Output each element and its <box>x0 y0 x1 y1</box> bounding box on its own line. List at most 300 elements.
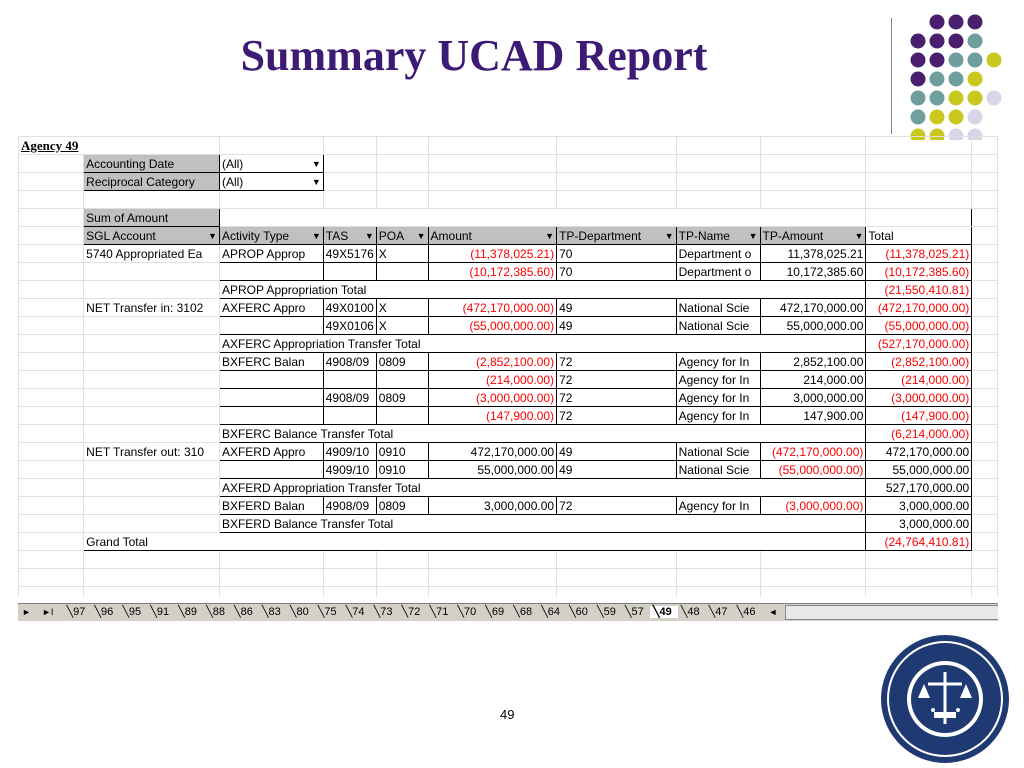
column-header-total: Total <box>866 227 972 245</box>
poa-cell <box>376 371 428 389</box>
column-header-tp-amount[interactable]: TP-Amount ▼ <box>760 227 866 245</box>
tab-scroll-end-icon[interactable]: ►I <box>41 607 54 617</box>
table-cell <box>972 299 998 317</box>
dropdown-arrow-icon[interactable]: ▼ <box>311 158 321 169</box>
total-cell: (55,000,000.00) <box>866 317 972 335</box>
dropdown-arrow-icon[interactable]: ▼ <box>311 176 321 187</box>
column-header-activity-type[interactable]: Activity Type ▼ <box>219 227 323 245</box>
table-row <box>19 155 998 173</box>
table-cell <box>760 551 866 569</box>
tp-department-cell: 72 <box>557 407 677 425</box>
tp-department-cell: 49 <box>557 443 677 461</box>
page-number: 49 <box>500 707 515 722</box>
sheet-tab-96[interactable]: ╲96 <box>94 606 117 618</box>
table-row <box>19 389 998 407</box>
column-header-tp-name[interactable]: TP-Name ▼ <box>676 227 760 245</box>
table-cell <box>19 407 84 425</box>
tp-name-cell: National Scie <box>676 299 760 317</box>
table-cell <box>323 569 376 587</box>
poa-cell: X <box>376 317 428 335</box>
spreadsheet-pivot-table <box>18 136 998 596</box>
table-cell <box>428 155 557 173</box>
tp-name-cell: Agency for In <box>676 353 760 371</box>
decorative-dot <box>987 91 1002 106</box>
subtotal-label: AXFERD Appropriation Transfer Total <box>219 479 865 497</box>
table-cell <box>972 155 998 173</box>
activity-type-cell <box>219 317 323 335</box>
activity-type-cell <box>219 461 323 479</box>
table-cell <box>323 551 376 569</box>
decorative-dot <box>949 53 964 68</box>
sheet-tab-89[interactable]: ╲89 <box>178 606 201 618</box>
table-row <box>19 479 998 497</box>
table-cell <box>972 551 998 569</box>
tp-department-cell: 49 <box>557 461 677 479</box>
table-cell <box>760 191 866 209</box>
sheet-tab-60[interactable]: ╲60 <box>569 606 591 618</box>
table-cell <box>19 317 84 335</box>
table-row <box>19 371 998 389</box>
table-cell <box>376 551 428 569</box>
table-cell <box>219 209 865 227</box>
total-cell: (472,170,000.00) <box>866 299 972 317</box>
table-cell <box>428 569 557 587</box>
table-row <box>19 461 998 479</box>
sheet-tab-49[interactable]: ╲49 <box>650 606 678 618</box>
table-cell <box>972 425 998 443</box>
table-cell <box>676 173 760 191</box>
table-cell <box>972 173 998 191</box>
table-cell <box>760 155 866 173</box>
sheet-tab-83[interactable]: ╲83 <box>261 606 284 618</box>
tab-scroll-last-icon[interactable]: ► <box>22 607 31 617</box>
sheet-tab-97[interactable]: ╲97 <box>66 606 89 618</box>
table-row <box>19 245 998 263</box>
table-cell <box>972 443 998 461</box>
table-cell <box>19 479 84 497</box>
pivot-grid <box>18 136 998 596</box>
subtotal-value: (6,214,000.00) <box>866 425 972 443</box>
tp-name-cell: Agency for In <box>676 407 760 425</box>
poa-cell: X <box>376 245 428 263</box>
decorative-dot <box>949 15 964 30</box>
tp-name-cell: Agency for In <box>676 371 760 389</box>
decorative-dot <box>968 91 983 106</box>
grand-total-value: (24,764,410.81) <box>866 533 972 551</box>
total-cell: (11,378,025.21) <box>866 245 972 263</box>
table-cell <box>972 533 998 551</box>
decorative-dot <box>987 53 1002 68</box>
amount-cell: 55,000,000.00 <box>428 461 557 479</box>
decorative-dot <box>949 72 964 87</box>
tp-amount-cell: 3,000,000.00 <box>760 389 866 407</box>
table-cell <box>376 155 428 173</box>
decorative-dot <box>911 91 926 106</box>
table-cell <box>19 353 84 371</box>
decorative-dot <box>968 110 983 125</box>
table-cell <box>19 173 84 191</box>
table-cell <box>19 209 84 227</box>
table-row <box>19 407 998 425</box>
table-row <box>19 227 998 245</box>
dropdown-arrow-icon[interactable]: ▼ <box>545 230 555 241</box>
activity-type-cell <box>219 407 323 425</box>
subtotal-value: (21,550,410.81) <box>866 281 972 299</box>
table-cell <box>972 497 998 515</box>
sgl-account-cell <box>84 515 220 533</box>
poa-cell: 0910 <box>376 461 428 479</box>
table-cell <box>866 137 972 155</box>
table-cell <box>866 209 972 227</box>
table-cell <box>557 137 677 155</box>
table-row <box>19 425 998 443</box>
filter-field-label: Accounting Date <box>84 155 220 173</box>
table-row <box>19 353 998 371</box>
tp-amount-cell: 55,000,000.00 <box>760 317 866 335</box>
filter-value-select[interactable]: (All) ▼ <box>219 155 323 173</box>
table-cell <box>428 173 557 191</box>
table-row <box>19 443 998 461</box>
table-cell <box>972 569 998 587</box>
sgl-account-cell <box>84 407 220 425</box>
sgl-account-cell <box>84 461 220 479</box>
decorative-dot <box>930 53 945 68</box>
tas-cell: 4908/09 <box>323 497 376 515</box>
table-row <box>19 281 998 299</box>
tp-amount-cell: 2,852,100.00 <box>760 353 866 371</box>
table-cell <box>557 551 677 569</box>
dropdown-arrow-icon[interactable]: ▼ <box>854 230 864 241</box>
filter-value-select[interactable]: (All) ▼ <box>219 173 323 191</box>
amount-cell: (472,170,000.00) <box>428 299 557 317</box>
tp-amount-cell: 11,378,025.21 <box>760 245 866 263</box>
table-cell <box>972 479 998 497</box>
column-header-poa[interactable]: POA ▼ <box>376 227 428 245</box>
table-cell <box>972 191 998 209</box>
table-cell <box>376 191 428 209</box>
poa-cell: 0809 <box>376 389 428 407</box>
table-cell <box>323 587 376 597</box>
table-cell <box>219 587 323 597</box>
data-field-label: Sum of Amount <box>84 209 220 227</box>
decorative-dot <box>911 110 926 125</box>
tp-department-cell: 72 <box>557 371 677 389</box>
table-cell <box>219 569 323 587</box>
dropdown-arrow-icon[interactable]: ▼ <box>311 230 321 241</box>
tp-amount-cell: 472,170,000.00 <box>760 299 866 317</box>
sgl-account-cell <box>84 425 220 443</box>
grand-total-label: Grand Total <box>84 533 866 551</box>
sheet-tab-91[interactable]: ╲91 <box>150 606 173 618</box>
table-cell <box>972 371 998 389</box>
table-row <box>19 317 998 335</box>
table-row <box>19 263 998 281</box>
horizontal-scrollbar[interactable] <box>785 605 999 620</box>
table-cell <box>376 569 428 587</box>
table-cell <box>323 155 376 173</box>
table-cell <box>557 587 677 597</box>
table-cell <box>866 155 972 173</box>
sheet-tab-69[interactable]: ╲69 <box>485 606 508 618</box>
poa-cell <box>376 407 428 425</box>
table-cell <box>972 353 998 371</box>
subtotal-value: 527,170,000.00 <box>866 479 972 497</box>
sheet-tab-75[interactable]: ╲75 <box>317 606 340 618</box>
table-cell <box>972 515 998 533</box>
sgl-account-cell <box>84 389 220 407</box>
table-cell <box>760 137 866 155</box>
table-cell <box>19 515 84 533</box>
table-cell <box>676 137 760 155</box>
activity-type-cell <box>219 389 323 407</box>
table-cell <box>19 389 84 407</box>
poa-cell <box>376 263 428 281</box>
tas-cell: 49X5176 <box>323 245 376 263</box>
treasury-fms-seal-logo <box>878 632 1012 766</box>
dropdown-arrow-icon[interactable]: ▼ <box>664 230 674 241</box>
total-cell: 55,000,000.00 <box>866 461 972 479</box>
amount-cell: (10,172,385.60) <box>428 263 557 281</box>
total-cell: 472,170,000.00 <box>866 443 972 461</box>
table-cell <box>84 551 220 569</box>
sheet-tab-73[interactable]: ╲73 <box>373 606 396 618</box>
tas-cell: 4909/10 <box>323 461 376 479</box>
table-cell <box>19 299 84 317</box>
sheet-tab-86[interactable]: ╲86 <box>234 606 256 618</box>
dropdown-arrow-icon[interactable]: ▼ <box>416 230 426 241</box>
table-cell <box>19 443 84 461</box>
tas-cell: 4909/10 <box>323 443 376 461</box>
decorative-dot <box>930 110 945 125</box>
table-row <box>19 299 998 317</box>
tp-name-cell: Agency for In <box>676 497 760 515</box>
sgl-account-cell <box>84 371 220 389</box>
sgl-account-cell: NET Transfer out: 310 <box>84 443 220 461</box>
tp-department-cell: 72 <box>557 389 677 407</box>
decorative-dot <box>930 91 945 106</box>
tp-name-cell: National Scie <box>676 317 760 335</box>
poa-cell: 0809 <box>376 353 428 371</box>
table-cell <box>972 227 998 245</box>
sheet-tab-70[interactable]: ╲70 <box>457 606 480 618</box>
table-cell <box>557 191 677 209</box>
sgl-account-cell: 5740 Appropriated Ea <box>84 245 220 263</box>
sheet-tab-74[interactable]: ╲74 <box>345 606 368 618</box>
table-cell <box>19 461 84 479</box>
decorative-dot <box>968 53 983 68</box>
divider-line <box>891 18 892 134</box>
sheet-tab-71[interactable]: ╲71 <box>429 606 452 618</box>
slide-title: Summary UCAD Report <box>240 31 708 80</box>
table-cell <box>19 227 84 245</box>
dropdown-arrow-icon[interactable]: ▼ <box>208 230 217 241</box>
sheet-tab-46[interactable]: ╲46 <box>736 606 759 618</box>
table-cell <box>84 569 220 587</box>
table-row <box>19 191 998 209</box>
activity-type-cell <box>219 263 323 281</box>
table-cell <box>323 137 376 155</box>
decorative-dot <box>930 15 945 30</box>
table-cell <box>19 371 84 389</box>
table-cell <box>972 209 998 227</box>
table-row <box>19 569 998 587</box>
table-cell <box>376 587 428 597</box>
table-cell <box>866 569 972 587</box>
table-cell <box>972 335 998 353</box>
amount-cell: (11,378,025.21) <box>428 245 557 263</box>
sheet-tab-64[interactable]: ╲64 <box>541 606 564 618</box>
table-cell <box>19 335 84 353</box>
tp-name-cell: Agency for In <box>676 389 760 407</box>
tas-cell: 4908/09 <box>323 389 376 407</box>
sheet-tab-68[interactable]: ╲68 <box>513 606 536 618</box>
tp-department-cell: 70 <box>557 263 677 281</box>
amount-cell: (2,852,100.00) <box>428 353 557 371</box>
sheet-tab-80[interactable]: ╲80 <box>289 606 312 618</box>
decorative-dot <box>911 72 926 87</box>
table-cell <box>376 173 428 191</box>
table-cell <box>557 569 677 587</box>
agency-label: Agency 49 <box>19 137 220 155</box>
filter-field-label: Reciprocal Category <box>84 173 220 191</box>
tas-cell <box>323 407 376 425</box>
amount-cell: 3,000,000.00 <box>428 497 557 515</box>
sgl-account-cell <box>84 263 220 281</box>
table-cell <box>866 191 972 209</box>
table-cell <box>760 587 866 597</box>
decorative-dot <box>949 34 964 49</box>
table-cell <box>557 173 677 191</box>
tp-department-cell: 70 <box>557 245 677 263</box>
table-cell <box>676 191 760 209</box>
table-row <box>19 335 998 353</box>
dropdown-arrow-icon[interactable]: ▼ <box>364 230 374 241</box>
tp-amount-cell: (3,000,000.00) <box>760 497 866 515</box>
subtotal-value: 3,000,000.00 <box>866 515 972 533</box>
tas-cell: 4908/09 <box>323 353 376 371</box>
sheet-tab-48[interactable]: ╲48 <box>680 606 703 618</box>
amount-cell: (3,000,000.00) <box>428 389 557 407</box>
decorative-dot <box>930 34 945 49</box>
table-cell <box>19 533 84 551</box>
table-cell <box>972 587 998 597</box>
sheet-tab-57[interactable]: ╲57 <box>624 606 647 618</box>
total-cell: (214,000.00) <box>866 371 972 389</box>
table-cell <box>19 281 84 299</box>
poa-cell: 0809 <box>376 497 428 515</box>
amount-cell: 472,170,000.00 <box>428 443 557 461</box>
subtotal-label: BXFERC Balance Transfer Total <box>219 425 865 443</box>
table-cell <box>972 245 998 263</box>
sheet-tab-95[interactable]: ╲95 <box>122 606 145 618</box>
table-cell <box>972 137 998 155</box>
table-cell <box>84 191 220 209</box>
total-cell: (2,852,100.00) <box>866 353 972 371</box>
decorative-dot <box>930 72 945 87</box>
sgl-account-cell <box>84 281 220 299</box>
table-cell <box>19 569 84 587</box>
activity-type-cell <box>219 371 323 389</box>
table-cell <box>866 587 972 597</box>
activity-type-cell: AXFERC Appro <box>219 299 323 317</box>
table-cell <box>19 155 84 173</box>
column-header-tas[interactable]: TAS ▼ <box>323 227 376 245</box>
poa-cell: 0910 <box>376 443 428 461</box>
table-cell <box>428 551 557 569</box>
sgl-account-cell <box>84 317 220 335</box>
decorative-dot <box>949 91 964 106</box>
table-row <box>19 173 998 191</box>
table-cell <box>219 137 323 155</box>
activity-type-cell: APROP Approp <box>219 245 323 263</box>
table-cell <box>323 173 376 191</box>
table-cell <box>428 137 557 155</box>
sheet-tab-47[interactable]: ╲47 <box>708 606 731 618</box>
tas-cell <box>323 371 376 389</box>
sheet-tab-59[interactable]: ╲59 <box>596 606 619 618</box>
tp-department-cell: 49 <box>557 299 677 317</box>
table-cell <box>972 461 998 479</box>
tas-cell: 49X0106 <box>323 317 376 335</box>
subtotal-label: BXFERD Balance Transfer Total <box>219 515 865 533</box>
amount-cell: (147,900.00) <box>428 407 557 425</box>
amount-cell: (214,000.00) <box>428 371 557 389</box>
tp-name-cell: Department o <box>676 263 760 281</box>
subtotal-label: APROP Appropriation Total <box>219 281 865 299</box>
total-cell: 3,000,000.00 <box>866 497 972 515</box>
table-cell <box>19 191 84 209</box>
table-cell <box>676 587 760 597</box>
tp-department-cell: 72 <box>557 353 677 371</box>
table-row <box>19 587 998 597</box>
column-header-amount[interactable]: Amount ▼ <box>428 227 557 245</box>
decorative-dot <box>968 34 983 49</box>
table-cell <box>19 245 84 263</box>
column-header-tp-department[interactable]: TP-Department ▼ <box>557 227 677 245</box>
table-cell <box>972 317 998 335</box>
table-row <box>19 551 998 569</box>
tab-scroll-left-icon[interactable]: ◄ <box>768 607 778 617</box>
activity-type-cell: BXFERD Balan <box>219 497 323 515</box>
table-cell <box>760 569 866 587</box>
table-cell <box>84 587 220 597</box>
tp-department-cell: 49 <box>557 317 677 335</box>
table-row <box>19 209 998 227</box>
table-cell <box>19 425 84 443</box>
table-row <box>19 515 998 533</box>
table-cell <box>760 173 866 191</box>
table-cell <box>676 569 760 587</box>
sheet-tab-88[interactable]: ╲88 <box>206 606 228 618</box>
tas-cell <box>323 263 376 281</box>
tas-cell: 49X0100 <box>323 299 376 317</box>
table-cell <box>19 587 84 597</box>
table-cell <box>428 191 557 209</box>
dropdown-arrow-icon[interactable]: ▼ <box>748 230 758 241</box>
table-cell <box>557 155 677 173</box>
sheet-tab-72[interactable]: ╲72 <box>401 606 424 618</box>
sgl-account-cell: NET Transfer in: 3102 <box>84 299 220 317</box>
table-cell <box>428 587 557 597</box>
column-header-sgl-account[interactable]: SGL Account ▼ <box>84 227 220 245</box>
table-cell <box>19 263 84 281</box>
table-row <box>19 533 998 551</box>
sgl-account-cell <box>84 479 220 497</box>
decorative-dot <box>949 110 964 125</box>
poa-cell: X <box>376 299 428 317</box>
table-cell <box>219 551 323 569</box>
table-row <box>19 497 998 515</box>
